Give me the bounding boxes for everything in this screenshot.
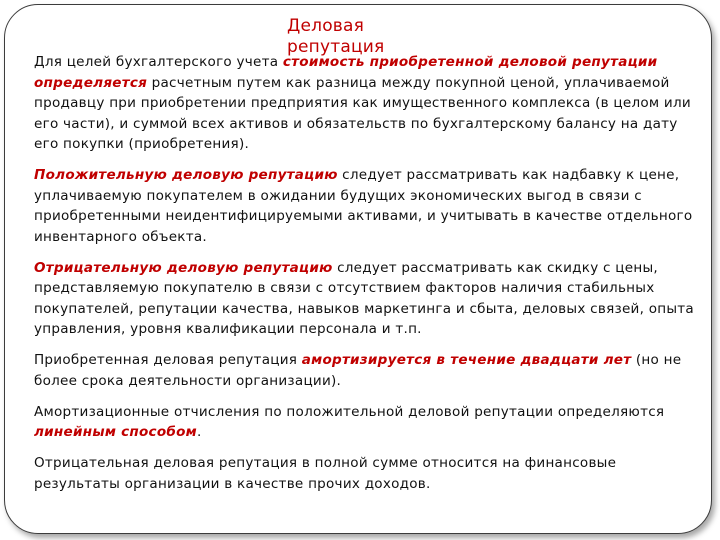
paragraph-text: расчетным путем как разница между покупной ценой, уплачиваемой продавцу при приобретении предприятия как имущественного комплекса (в целом или его части), и суммой всех активов и обязательств по бухгалтерскому балансу на дату его покупки (приобретения). — [34, 74, 691, 152]
highlighted-phrase: Отрицательную деловую репутацию — [34, 259, 333, 276]
slide-title: Деловая репутация — [287, 16, 385, 57]
paragraph-negative-goodwill — [34, 258, 699, 340]
paragraph-amortization-period — [34, 350, 699, 391]
paragraph-positive-goodwill — [34, 165, 699, 247]
paragraph-text: следует рассматривать как скидку с цены, представляемую покупателю в связи с отсутствием факторов наличия стабильных покупателей, репутации качества, навыков маркетинга и сбыта, деловых связей, опыта управления, уровня квалификации персонала и т.п. — [34, 259, 694, 337]
paragraph-text: Отрицательная деловая репутация в полной сумме относится на финансовые результаты организации в качестве прочих доходов. — [34, 455, 617, 492]
highlighted-phrase: амортизируется в течение двадцати лет — [301, 352, 632, 368]
paragraph-negative-goodwill-income — [34, 453, 699, 494]
paragraph-text: следует рассматривать как надбавку к цене, уплачиваемую покупателем в ожидании будущих экономических выгод в связи с приобретенными неидентифицируемыми активами, и учитывать в качестве отдельного инвентарного объекта. — [34, 167, 693, 245]
highlighted-phrase: Положительную деловую репутацию — [34, 167, 338, 183]
slide-body — [34, 52, 699, 505]
highlighted-phrase: линейным способом — [34, 424, 197, 440]
paragraph-goodwill-definition — [34, 52, 699, 155]
paragraph-text: (но не более срока деятельности организации). — [34, 352, 682, 389]
paragraph-text: Приобретенная деловая репутация — [34, 352, 302, 368]
paragraph-text: Для целей бухгалтерского учета — [34, 54, 283, 70]
paragraph-text: . — [196, 424, 202, 440]
paragraph-text: Амортизационные отчисления по положительной деловой репутации определяются — [34, 403, 665, 420]
highlighted-phrase: стоимость приобретенной деловой репутации определяется — [34, 54, 658, 91]
paragraph-amortization-method — [34, 402, 699, 443]
